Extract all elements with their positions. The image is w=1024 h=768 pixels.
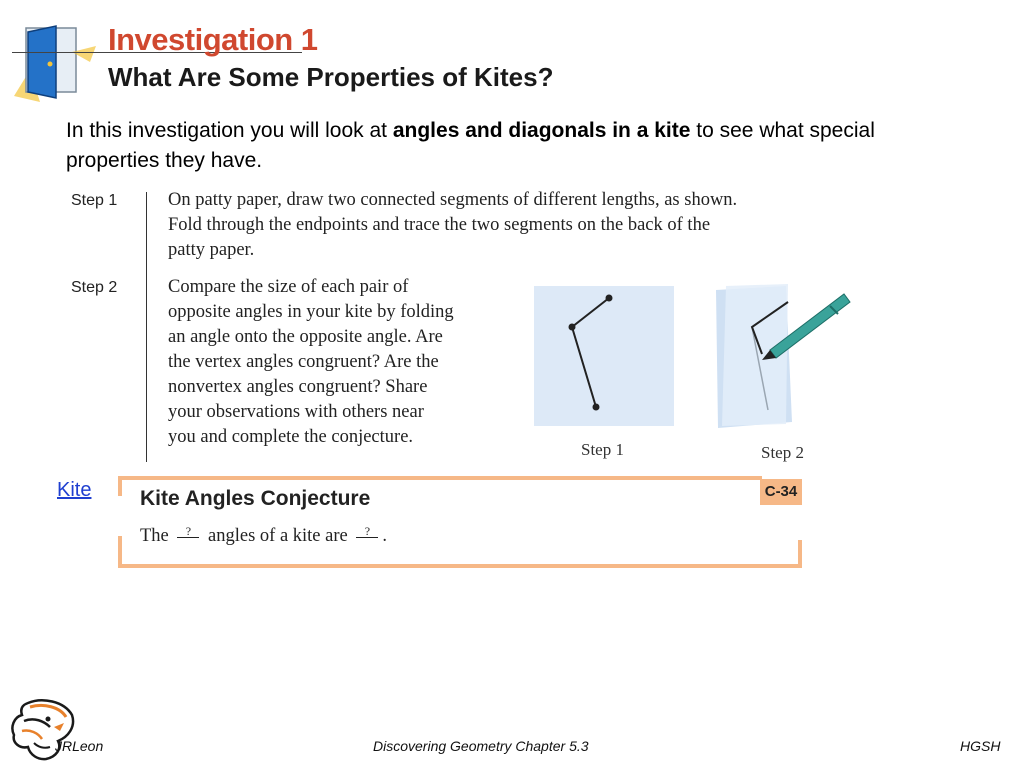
page-title: What Are Some Properties of Kites? bbox=[108, 62, 554, 92]
footer-school: HGSH bbox=[960, 738, 1001, 754]
step-2-line: Compare the size of each pair of bbox=[168, 277, 409, 297]
footer-course: Discovering Geometry Chapter 5.3 bbox=[373, 738, 589, 754]
step-2-figure-label: Step 2 bbox=[761, 443, 804, 462]
step-1-figure bbox=[534, 286, 676, 426]
investigation-label: Investigation 1 bbox=[108, 22, 318, 57]
intro-text-before: In this investigation you will look at bbox=[66, 119, 393, 142]
conjecture-number-badge: C-34 bbox=[760, 479, 802, 505]
step-2-line: opposite angles in your kite by folding bbox=[168, 302, 454, 322]
step-1-text bbox=[168, 188, 848, 263]
step-2-label: Step 2 bbox=[71, 279, 118, 296]
step-2-text bbox=[168, 275, 518, 450]
kite-link[interactable]: Kite bbox=[57, 479, 92, 501]
step-2-line: your observations with others near bbox=[168, 402, 424, 422]
step-1-label: Step 1 bbox=[71, 192, 118, 209]
endpoint-dot bbox=[606, 295, 613, 302]
footer-author: JRLeon bbox=[55, 738, 104, 754]
step-1-figure-label: Step 1 bbox=[581, 440, 624, 459]
intro-text-after: to see what special properties they have. bbox=[66, 119, 875, 172]
step-2-line: an angle onto the opposite angle. Are bbox=[168, 327, 443, 347]
step-1-line: patty paper. bbox=[168, 240, 255, 260]
patty-paper bbox=[534, 286, 674, 426]
intro-paragraph bbox=[66, 116, 926, 176]
conjecture-blank: ? bbox=[356, 525, 378, 538]
step-2-line: the vertex angles congruent? Are the bbox=[168, 352, 439, 372]
step-1-line: On patty paper, draw two connected segments of different lengths, as shown. bbox=[168, 190, 738, 210]
conjecture-text: The bbox=[140, 526, 169, 546]
conjecture-statement bbox=[140, 525, 387, 547]
step-2-figure bbox=[712, 282, 854, 432]
conjecture-text: . bbox=[382, 526, 387, 546]
endpoint-dot bbox=[593, 404, 600, 411]
door-icon bbox=[12, 22, 98, 104]
step-2-line: nonvertex angles congruent? Share bbox=[168, 377, 428, 397]
vertex-dot bbox=[569, 324, 576, 331]
conjecture-title: Kite Angles Conjecture bbox=[140, 487, 371, 510]
step-2-line: you and complete the conjecture. bbox=[168, 427, 414, 447]
conjecture-text: angles of a kite are bbox=[208, 526, 348, 546]
steps-divider bbox=[146, 192, 147, 462]
conjecture-blank: ? bbox=[177, 525, 199, 538]
step-1-line: Fold through the endpoints and trace the two segments on the back of the bbox=[168, 215, 711, 235]
intro-bold-text: angles and diagonals in a kite bbox=[392, 119, 691, 142]
